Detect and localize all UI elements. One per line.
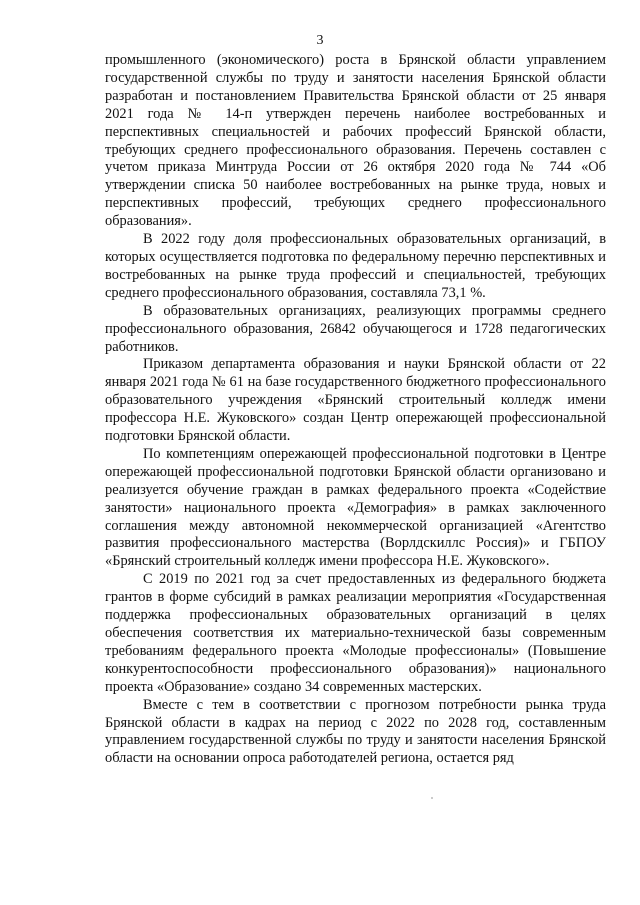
paragraph-share-of-organizations: В 2022 году доля профессиональных образовательных организаций, в которых осуществляется подготовка по федеральному перечню перспективных и востребованных на рынке труда профессий и специальностей, требующих среднего профессионального образования, составляла 73,1 %.: [105, 231, 606, 301]
page-number: 3: [316, 33, 324, 48]
paragraph-grants-workshops: С 2019 по 2021 год за счет предоставленных из федерального бюджета грантов в форме субсидий в рамках реализации мероприятия «Государственная поддержка профессиональных образовательных организаций в целях обеспечения соответствия их материально-технической базы современным требованиям федерального проекта «Молодые профессионалы» (Повышение конкурентоспособности профессионального образования)» национального проекта «Образование» создано 34 современных мастерских.: [105, 571, 606, 695]
scan-artifact-dot: [431, 797, 433, 799]
paragraph-labor-market-forecast: Вместе с тем в соответствии с прогнозом потребности рынка труда Брянской области в кадрах на период с 2022 по 2028 год, составленным управлением государственной службы по труду и занятости населения Брянской области на основании опроса работодателей региона, остается ряд: [105, 696, 606, 767]
paragraph-continuation: промышленного (экономического) роста в Брянской области управлением государственной службы по труду и занятости населения Брянской области разработан и постановлением Правительства Брянской области от 25 января 2021 года № 14-п утвержден перечень наиболее востребованных и перспективных специальностей и рабочих профессий Брянской области, требующих среднего профессионального образования. Перечень составлен с учетом приказа Минтруда России от 26 октября 2020 года № 744 «Об утверждении списка 50 наиболее востребованных на рынке труда, новых и перспективных профессий, требующих среднего профессионального образования».: [105, 52, 606, 230]
paragraph-students-and-staff: В образовательных организациях, реализующих программы среднего профессионального образования, 26842 обучающегося и 1728 педагогических работников.: [105, 302, 606, 355]
document-body: [105, 52, 606, 768]
paragraph-competencies-training: По компетенциям опережающей профессиональной подготовки в Центре опережающей профессиональной подготовки Брянской области организовано и реализуется обучение граждан в рамках федерального проекта «Содействие занятости» национального проекта «Демография» в рамках заключенного соглашения между автономной некоммерческой организацией «Агентство развития профессионального мастерства (Ворлдскиллс Россия)» и ГБПОУ «Брянский строительный колледж имени профессора Н.Е. Жуковского».: [105, 445, 606, 570]
paragraph-advanced-training-center: Приказом департамента образования и науки Брянской области от 22 января 2021 года № 61 на базе государственного бюджетного профессионального образовательного учреждения «Брянский строительный колледж имени профессора Н.Е. Жуковского» создан Центр опережающей профессиональной подготовки Брянской области.: [105, 356, 606, 445]
